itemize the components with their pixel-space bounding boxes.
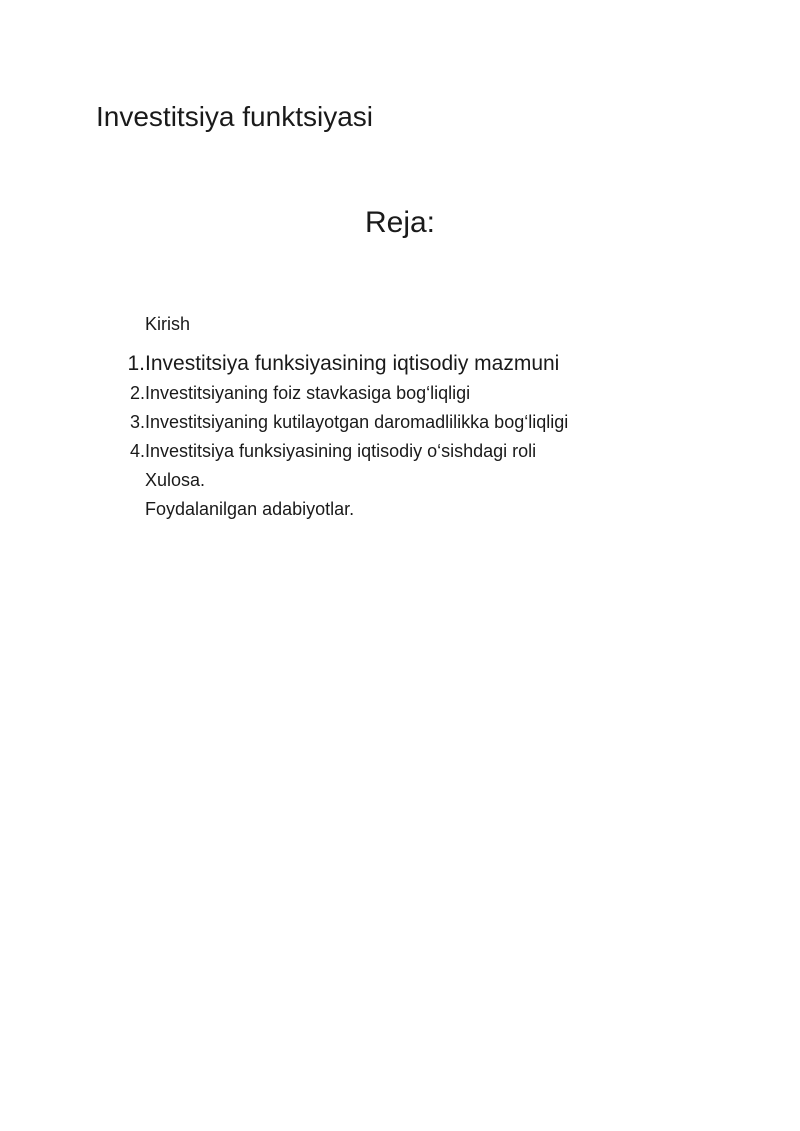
list-item-text: Investitsiya funksiyasining iqtisodiy o‘sishdagi roli <box>145 441 537 461</box>
list-item-text: Investitsiyaning kutilayotgan daromadlilikka bog‘liqligi <box>145 412 569 432</box>
plan-heading <box>0 203 800 243</box>
list-item <box>116 349 756 379</box>
plan-references-text: Foydalanilgan adabiyotlar. <box>145 499 355 519</box>
list-item-text: Investitsiyaning foiz stavkasiga bog‘liqligi <box>145 383 471 403</box>
plan-heading-text: Reja: <box>364 206 436 239</box>
list-item <box>116 437 756 466</box>
list-item-number: 4. <box>129 441 145 461</box>
plan-conclusion-text: Xulosa. <box>145 470 206 490</box>
plan-intro <box>116 309 756 339</box>
plan-list <box>116 309 756 524</box>
plan-conclusion <box>116 466 756 495</box>
document-title: Investitsiya funktsiyasi <box>96 101 373 132</box>
list-item-number: 1. <box>127 352 145 375</box>
plan-references <box>116 495 756 524</box>
list-item <box>116 408 756 437</box>
plan-intro-text: Kirish <box>145 314 191 334</box>
list-item-text: Investitsiya funksiyasining iqtisodiy mazmuni <box>145 352 560 375</box>
list-item-number: 2. <box>129 383 145 403</box>
list-item <box>116 379 756 408</box>
list-item-number: 3. <box>129 412 145 432</box>
